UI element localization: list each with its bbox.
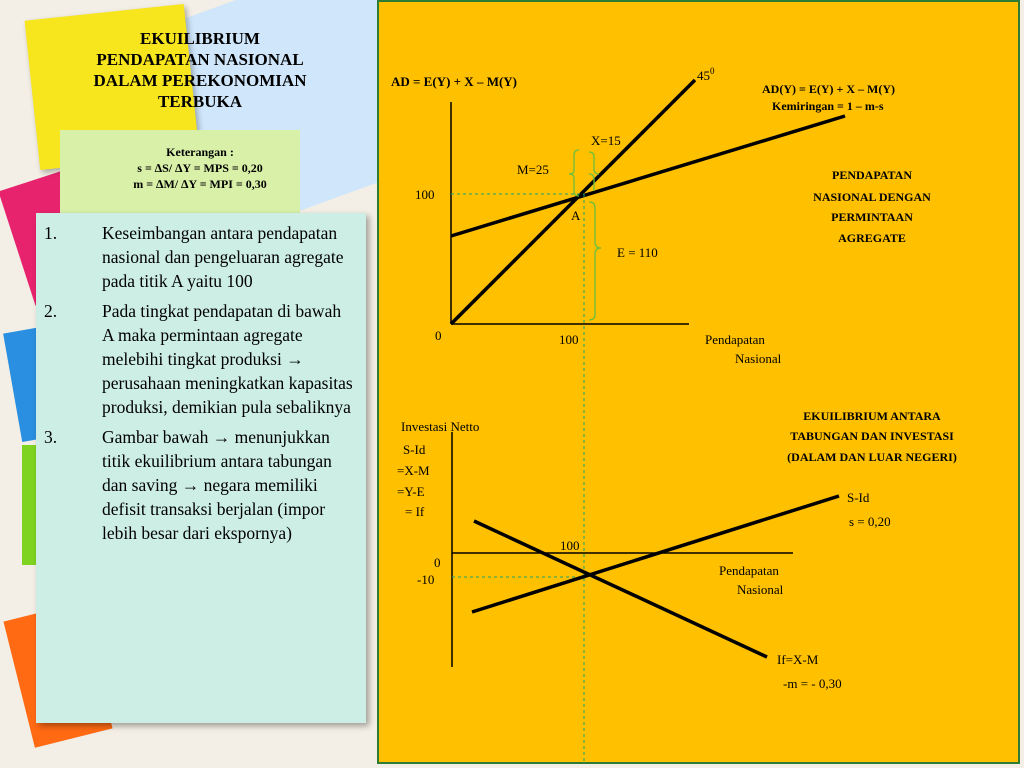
list-text: Gambar bawah → menunjukkan titik ekuilibrium antara tabungan dan saving → negara memiliki defisit transaksi berjalan (impor lebih besar dari ekspornya) — [102, 427, 332, 543]
economics-diagram — [379, 2, 1018, 762]
bottom-y-axis-line: =Y-E — [397, 484, 425, 499]
top-caption-line: NASIONAL DENGAN — [813, 190, 931, 204]
title-line: PENDAPATAN NASIONAL — [96, 50, 304, 69]
top-x-axis-label-line1: Pendapatan — [705, 332, 765, 347]
top-x-axis-label-line2: Nasional — [735, 351, 782, 366]
bottom-caption-line: EKUILIBRIUM ANTARA — [803, 409, 941, 423]
point-a-label: A — [571, 208, 581, 223]
ad-slope-label: Kemiringan = 1 – m-s — [772, 99, 884, 113]
m-brace-label: M=25 — [517, 162, 549, 177]
top-y-axis-label: AD = E(Y) + X – M(Y) — [391, 74, 518, 89]
title-line: EKUILIBRIUM — [140, 29, 260, 48]
list-item — [44, 425, 356, 545]
keterangan-mpi: m = ∆M/ ∆Y = MPI = 0,30 — [133, 177, 267, 191]
bottom-x-axis-label-line1: Pendapatan — [719, 563, 779, 578]
bottom-x-axis-label-line2: Nasional — [737, 582, 784, 597]
title-line: DALAM PEREKONOMIAN — [93, 71, 307, 90]
bottom-origin-label: 0 — [434, 555, 441, 570]
slide-title — [40, 28, 360, 112]
line-45-degree — [451, 80, 695, 324]
brace-m — [569, 150, 579, 196]
line-45-label — [697, 66, 715, 83]
diagram-panel — [377, 0, 1020, 764]
s-id-line — [472, 496, 839, 612]
top-caption-line: AGREGATE — [838, 231, 906, 245]
brace-x — [589, 152, 599, 174]
bottom-caption-line: TABUNGAN DAN INVESTASI — [790, 429, 954, 443]
if-line — [474, 521, 767, 657]
list-number: 1. — [44, 223, 58, 243]
x-brace-label: X=15 — [591, 133, 621, 148]
list-text: Keseimbangan antara pendapatan nasional dan pengeluaran agregate pada titik A yaitu 100 — [102, 223, 344, 291]
list-number: 2. — [44, 301, 58, 321]
explanation-list — [44, 221, 356, 545]
e-brace-label: E = 110 — [617, 245, 658, 260]
ad-line — [451, 116, 845, 236]
line-45-degree-value: 45 — [697, 68, 710, 83]
list-number: 3. — [44, 427, 58, 447]
bottom-x-tick-100: 100 — [560, 538, 580, 553]
brace-e — [589, 202, 601, 320]
title-line: TERBUKA — [157, 92, 243, 111]
explanation-list-box — [36, 213, 366, 723]
keterangan-block — [70, 144, 330, 192]
top-caption-line: PERMINTAAN — [831, 210, 913, 224]
bottom-y-axis-line: S-Id — [403, 442, 426, 457]
top-origin-label: 0 — [435, 328, 442, 343]
list-item — [44, 221, 356, 293]
bottom-y-tick-neg10: -10 — [417, 572, 435, 587]
bottom-caption-line: (DALAM DAN LUAR NEGERI) — [787, 450, 957, 464]
keterangan-mps: s = ∆S/ ∆Y = MPS = 0,20 — [137, 161, 263, 175]
s-line-label: S-Id — [847, 490, 870, 505]
s-slope-label: s = 0,20 — [849, 514, 891, 529]
bottom-y-axis-title: Investasi Netto — [401, 419, 480, 434]
list-item — [44, 299, 356, 419]
line-45-degree-sup: 0 — [710, 66, 715, 76]
keterangan-heading: Keterangan : — [166, 145, 234, 159]
if-slope-label: -m = - 0,30 — [783, 676, 842, 691]
ad-line-label: AD(Y) = E(Y) + X – M(Y) — [762, 82, 895, 96]
list-text: Pada tingkat pendapatan di bawah A maka permintaan agregate melebihi tingkat produksi → perusahaan meningkatkan kapasitas produksi, demikian pula sebaliknya — [102, 301, 353, 417]
top-x-tick-100: 100 — [559, 332, 579, 347]
bottom-y-axis-line: =X-M — [397, 463, 430, 478]
top-caption-line: PENDAPATAN — [832, 168, 912, 182]
bottom-y-axis-line: = If — [405, 504, 425, 519]
top-y-tick-100: 100 — [415, 187, 435, 202]
if-line-label: If=X-M — [777, 652, 819, 667]
